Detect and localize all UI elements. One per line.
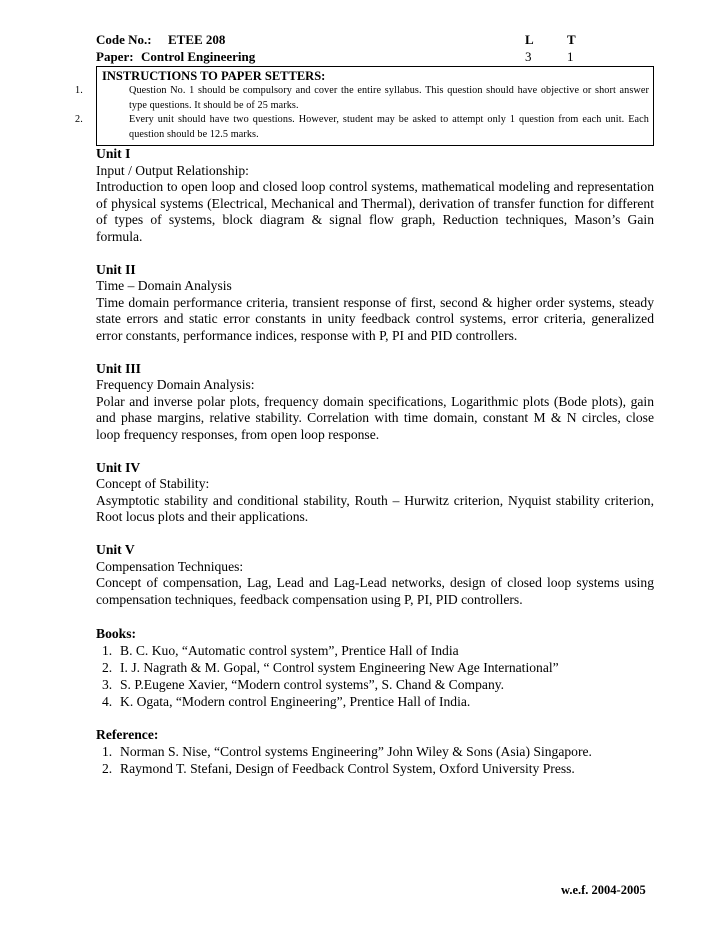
instructions-list — [75, 84, 649, 142]
unit-body: Asymptotic stability and conditional stability, Routh – Hurwitz criterion, Nyquist stability criterion, Root locus plots and their applications. — [96, 492, 654, 524]
unit-3 — [96, 361, 654, 444]
unit-1 — [96, 146, 654, 245]
unit-body: Time domain performance criteria, transient response of first, second & higher order systems, steady state errors and static error constants in unity feedback control systems, error criteria, generalized error constants, performance indices, response with P, PI and PID controllers. — [96, 294, 654, 343]
instruction-text: Every unit should have two questions. However, student may be asked to attempt only 1 question from each unit. Each question should be 12.5 marks. — [129, 114, 649, 140]
instruction-item: 1. Question No. 1 should be compulsory and cover the entire syllabus. This question should have objective or short answer type questions. It should be of 25 marks. — [75, 85, 649, 111]
book-item — [96, 642, 654, 659]
reference-number: 2. — [102, 761, 113, 776]
l-label: L — [525, 32, 534, 47]
reference-section — [96, 726, 654, 777]
paper-label: Paper: — [96, 49, 134, 64]
book-number: 3. — [102, 676, 113, 692]
unit-4 — [96, 460, 654, 526]
books-list — [96, 642, 654, 710]
book-text: S. P.Eugene Xavier, “Modern control systems”, S. Chand & Company. — [120, 676, 505, 692]
code-value: ETEE 208 — [168, 32, 226, 47]
t-label: T — [567, 32, 576, 47]
effective-date: w.e.f. 2004-2005 — [561, 883, 646, 897]
unit-body: Introduction to open loop and closed loop control systems, mathematical modeling and representation of physical systems (Electrical, Mechanical and Thermal), derivation of transfer function for different of types of systems, block diagram & signal flow graph, Reduction techniques, Mason’s Gain formula. — [96, 179, 654, 244]
unit-subtitle: Compensation Techniques: — [96, 558, 244, 574]
unit-title: Unit V — [96, 542, 135, 557]
unit-title: Unit I — [96, 146, 131, 161]
instruction-item: 2. Every unit should have two questions. However, student may be asked to attempt only 1 question from each unit. Each question should be 12.5 marks. — [75, 114, 649, 140]
book-item — [96, 693, 654, 710]
book-number: 1. — [102, 642, 113, 658]
book-number: 4. — [102, 693, 113, 709]
unit-subtitle: Concept of Stability: — [96, 476, 210, 491]
unit-title: Unit II — [96, 261, 136, 277]
reference-text: Norman S. Nise, “Control systems Engineering” John Wiley & Sons (Asia) Singapore. — [120, 744, 592, 759]
book-text: I. J. Nagrath & M. Gopal, “ Control system Engineering New Age International” — [120, 659, 559, 675]
t-value: 1 — [567, 49, 574, 64]
unit-5 — [96, 542, 654, 608]
unit-body: Concept of compensation, Lag, Lead and Lag-Lead networks, design of closed loop systems using compensation techniques, feedback compensation using P, PI, PID controllers. — [96, 575, 654, 607]
syllabus-page — [75, 31, 654, 777]
unit-2 — [96, 262, 654, 345]
code-label: Code No.: — [96, 32, 152, 47]
book-item — [96, 659, 654, 676]
reference-item — [96, 760, 654, 777]
book-text: B. C. Kuo, “Automatic control system”, Prentice Hall of India — [120, 642, 459, 658]
paper-value: Control Engineering — [141, 49, 256, 64]
instructions-title: INSTRUCTIONS TO PAPER SETTERS: — [102, 69, 326, 83]
reference-text: Raymond T. Stefani, Design of Feedback Control System, Oxford University Press. — [120, 761, 575, 776]
unit-subtitle: Input / Output Relationship: — [96, 162, 249, 178]
paper-row — [96, 48, 654, 65]
books-section — [96, 625, 654, 710]
unit-title: Unit III — [96, 360, 141, 376]
reference-item — [96, 743, 654, 760]
book-item — [96, 676, 654, 693]
book-text: K. Ogata, “Modern control Engineering”, Prentice Hall of India. — [120, 693, 471, 709]
instructions-box — [75, 66, 654, 146]
l-value: 3 — [525, 49, 532, 64]
code-row — [96, 31, 654, 48]
reference-number: 1. — [102, 744, 113, 759]
unit-title: Unit IV — [96, 459, 141, 475]
unit-subtitle: Frequency Domain Analysis: — [96, 377, 255, 392]
reference-list — [96, 743, 654, 777]
unit-body: Polar and inverse polar plots, frequency domain specifications, Logarithmic plots (Bode plots), gain and phase margins, relative stability. Correlation with time domain, constant M & N circles, close loop frequency responses, from open loop response. — [96, 393, 654, 442]
unit-subtitle: Time – Domain Analysis — [96, 278, 232, 293]
instruction-text: Question No. 1 should be compulsory and cover the entire syllabus. This question should have objective or short answer type questions. It should be of 25 marks. — [129, 85, 649, 111]
book-number: 2. — [102, 659, 113, 675]
reference-title: Reference: — [96, 727, 159, 742]
books-title: Books: — [96, 625, 137, 641]
